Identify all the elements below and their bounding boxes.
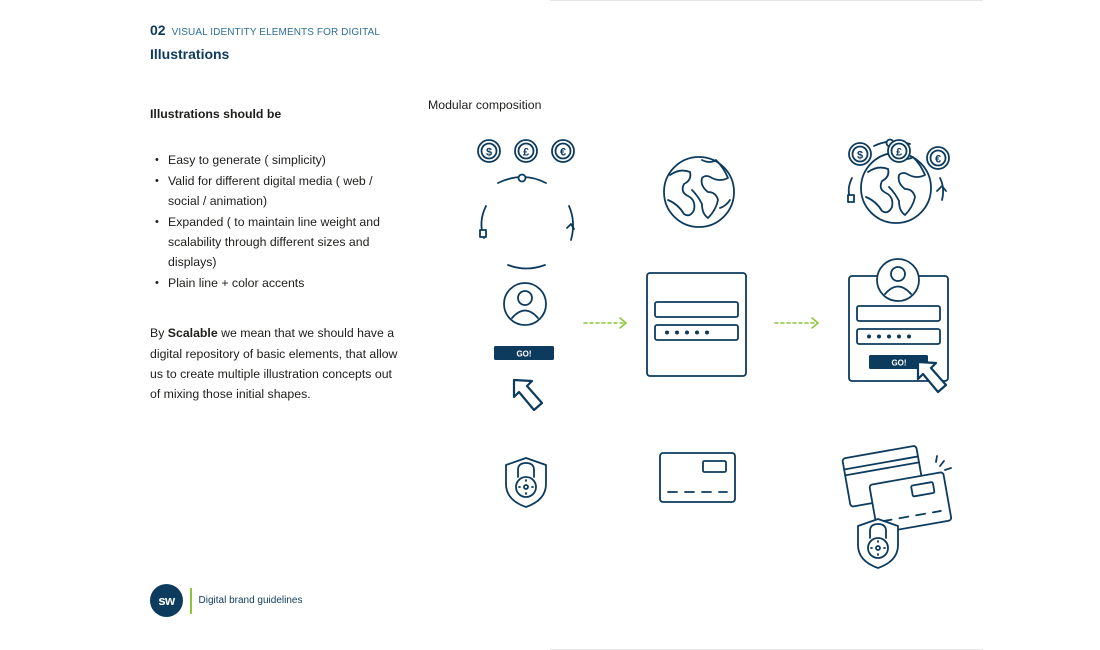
coin-pound-icon bbox=[515, 140, 537, 162]
go-button-label: GO! bbox=[516, 349, 532, 359]
coin-symbol: £ bbox=[522, 146, 530, 159]
coin-symbol: € bbox=[934, 153, 942, 166]
list-item: • Easy to generate ( simplicity) bbox=[150, 150, 405, 170]
subhead: Illustrations should be bbox=[150, 107, 282, 121]
list-item: • Valid for different digital media ( web / social / animation) bbox=[150, 171, 405, 212]
shield-lock-icon bbox=[506, 458, 546, 507]
cursor-arrow-icon bbox=[918, 362, 946, 392]
go-button-label: GO! bbox=[891, 358, 907, 368]
paragraph-bold: Scalable bbox=[167, 326, 218, 341]
cursor-arrow-icon bbox=[514, 380, 542, 410]
credit-card-icon bbox=[660, 453, 735, 502]
coin-symbol: £ bbox=[895, 146, 903, 159]
go-button-element bbox=[494, 346, 554, 360]
footer-text: Digital brand guidelines bbox=[198, 595, 303, 606]
list-item: • Plain line + color accents bbox=[150, 273, 405, 293]
section-number: 02 bbox=[150, 22, 166, 38]
paragraph-prefix: By bbox=[150, 326, 168, 341]
coin-symbol: € bbox=[559, 146, 567, 159]
globe-coins-composition bbox=[848, 140, 949, 224]
coin-pound-icon bbox=[888, 140, 910, 162]
coin-euro-icon bbox=[927, 147, 949, 169]
login-form-icon bbox=[647, 273, 746, 376]
coin-symbol: $ bbox=[856, 149, 864, 162]
modular-composition-label: Modular composition bbox=[428, 98, 542, 112]
globe-icon bbox=[664, 157, 734, 227]
footer bbox=[150, 584, 302, 617]
coin-euro-icon bbox=[552, 140, 574, 162]
composition-arrows bbox=[584, 318, 818, 328]
coin-dollar-icon bbox=[849, 143, 871, 165]
brand-logo: sw bbox=[150, 584, 183, 617]
cards-lock-composition bbox=[842, 446, 951, 568]
sparkle-icon bbox=[936, 456, 951, 470]
paragraph-suffix: we mean that we should have a digital repository of basic elements, that allow us to create multiple illustration concepts out of mixing those initial shapes. bbox=[150, 326, 398, 402]
orbit-arcs-icon bbox=[480, 175, 574, 269]
page-title: Illustrations bbox=[150, 46, 230, 62]
list-item: • Expanded ( to maintain line weight and scalability through different sizes and displays) bbox=[150, 212, 405, 273]
footer-divider bbox=[190, 588, 192, 614]
section-title: VISUAL IDENTITY ELEMENTS FOR DIGITAL bbox=[171, 27, 381, 38]
shield-lock-icon bbox=[858, 519, 898, 568]
login-composition bbox=[849, 259, 948, 392]
coin-dollar-icon bbox=[478, 140, 500, 162]
coin-symbol: $ bbox=[485, 146, 493, 159]
user-avatar-icon bbox=[504, 283, 546, 325]
